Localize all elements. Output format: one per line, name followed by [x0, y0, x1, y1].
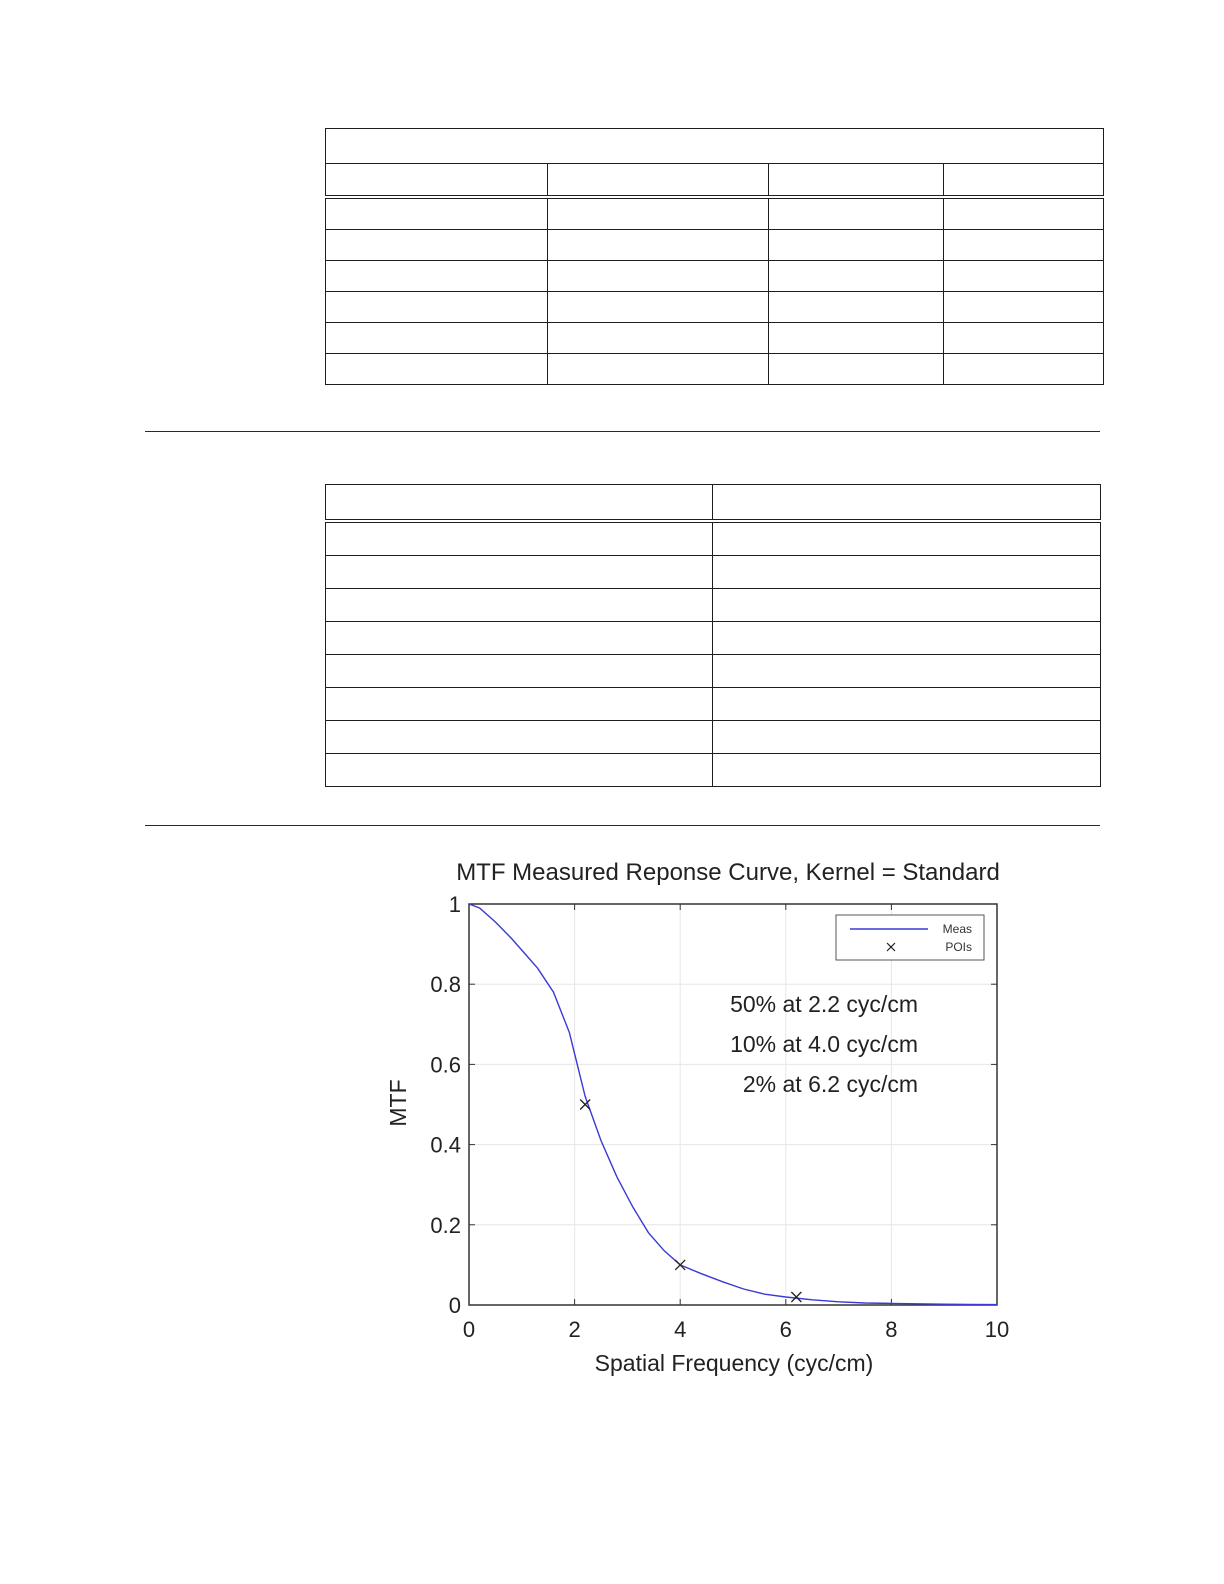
y-tick-label: 0 [448, 1293, 461, 1318]
table-cell [326, 622, 713, 655]
table-row [326, 230, 1104, 261]
table-cell [944, 261, 1104, 292]
table-cell [548, 323, 769, 354]
table-cell [326, 197, 548, 230]
chart-title: MTF Measured Reponse Curve, Kernel = Standard [456, 859, 1000, 886]
table-2-header-cell [326, 485, 713, 522]
table-cell [326, 292, 548, 323]
table-2-header-cell [713, 485, 1101, 522]
table-cell [769, 197, 944, 230]
table-cell [713, 655, 1101, 688]
y-tick-label: 0.4 [430, 1132, 461, 1158]
table-1-header-cell [944, 164, 1104, 198]
table-cell [326, 754, 713, 787]
chart-annotation: 50% at 2.2 cyc/cm [730, 991, 918, 1017]
table-cell [769, 230, 944, 261]
legend-label: Meas [942, 922, 972, 936]
table-row [326, 292, 1104, 323]
table-row [326, 354, 1104, 385]
x-tick-label: 10 [984, 1317, 1010, 1342]
chart-legend [836, 915, 984, 960]
meas-series-line [469, 904, 997, 1305]
table-cell [326, 261, 548, 292]
table-cell [713, 589, 1101, 622]
table-cell [326, 688, 713, 721]
x-tick-label: 6 [779, 1317, 792, 1342]
table-row [326, 197, 1104, 230]
x-tick-label: 4 [674, 1317, 687, 1342]
section-divider [145, 431, 1100, 432]
table-row [326, 754, 1101, 787]
table-cell [548, 292, 769, 323]
table-1-header-cell [326, 164, 548, 198]
y-tick-label: 0.6 [430, 1052, 461, 1078]
table-cell [326, 589, 713, 622]
table-1 [325, 128, 1104, 385]
legend-label: POIs [945, 940, 972, 954]
table-cell [944, 354, 1104, 385]
y-tick-label: 0.2 [430, 1212, 461, 1238]
table-1-header-cell [548, 164, 769, 198]
x-tick-label: 2 [568, 1317, 581, 1342]
table-row [326, 589, 1101, 622]
chart-grid [469, 904, 997, 1305]
section-divider [145, 825, 1100, 826]
table-row [326, 521, 1101, 556]
table-2 [325, 484, 1101, 787]
chart-series [469, 904, 997, 1305]
table-cell [713, 556, 1101, 589]
table-row [326, 721, 1101, 754]
poi-marker [791, 1292, 801, 1302]
table-row [326, 261, 1104, 292]
table-row [326, 556, 1101, 589]
y-tick-label: 1 [448, 892, 461, 917]
table-cell [548, 197, 769, 230]
table-cell [944, 230, 1104, 261]
table-cell [769, 323, 944, 354]
mtf-chart-figure [370, 850, 1070, 1390]
table-cell [713, 688, 1101, 721]
table-row [326, 655, 1101, 688]
table-cell [769, 292, 944, 323]
table-cell [326, 354, 548, 385]
table-1-caption [326, 129, 1104, 164]
table-cell [713, 721, 1101, 754]
table-row [326, 622, 1101, 655]
table-cell [326, 556, 713, 589]
table-cell [944, 323, 1104, 354]
chart-annotation: 10% at 4.0 cyc/cm [730, 1031, 918, 1057]
table-cell [548, 354, 769, 385]
table-cell [326, 230, 548, 261]
table-cell [769, 261, 944, 292]
chart-annotation: 2% at 6.2 cyc/cm [742, 1071, 918, 1097]
table-cell [713, 521, 1101, 556]
chart-annotations [730, 991, 918, 1097]
table-row [326, 323, 1104, 354]
x-axis-label: Spatial Frequency (cyc/cm) [594, 1350, 874, 1376]
y-tick-label: 0.8 [430, 972, 461, 998]
table-cell [713, 622, 1101, 655]
table-cell [769, 354, 944, 385]
table-cell [548, 261, 769, 292]
table-cell [326, 721, 713, 754]
table-1-header-cell [769, 164, 944, 198]
x-tick-label: 0 [462, 1317, 476, 1342]
mtf-chart [370, 850, 1070, 1390]
x-tick-label: 8 [885, 1317, 898, 1342]
table-cell [326, 521, 713, 556]
y-axis-label: MTF [385, 1079, 411, 1127]
table-cell [944, 292, 1104, 323]
table-cell [713, 754, 1101, 787]
table-row [326, 688, 1101, 721]
table-cell [548, 230, 769, 261]
table-cell [326, 323, 548, 354]
table-cell [944, 197, 1104, 230]
table-cell [326, 655, 713, 688]
plot-frame [469, 904, 997, 1305]
